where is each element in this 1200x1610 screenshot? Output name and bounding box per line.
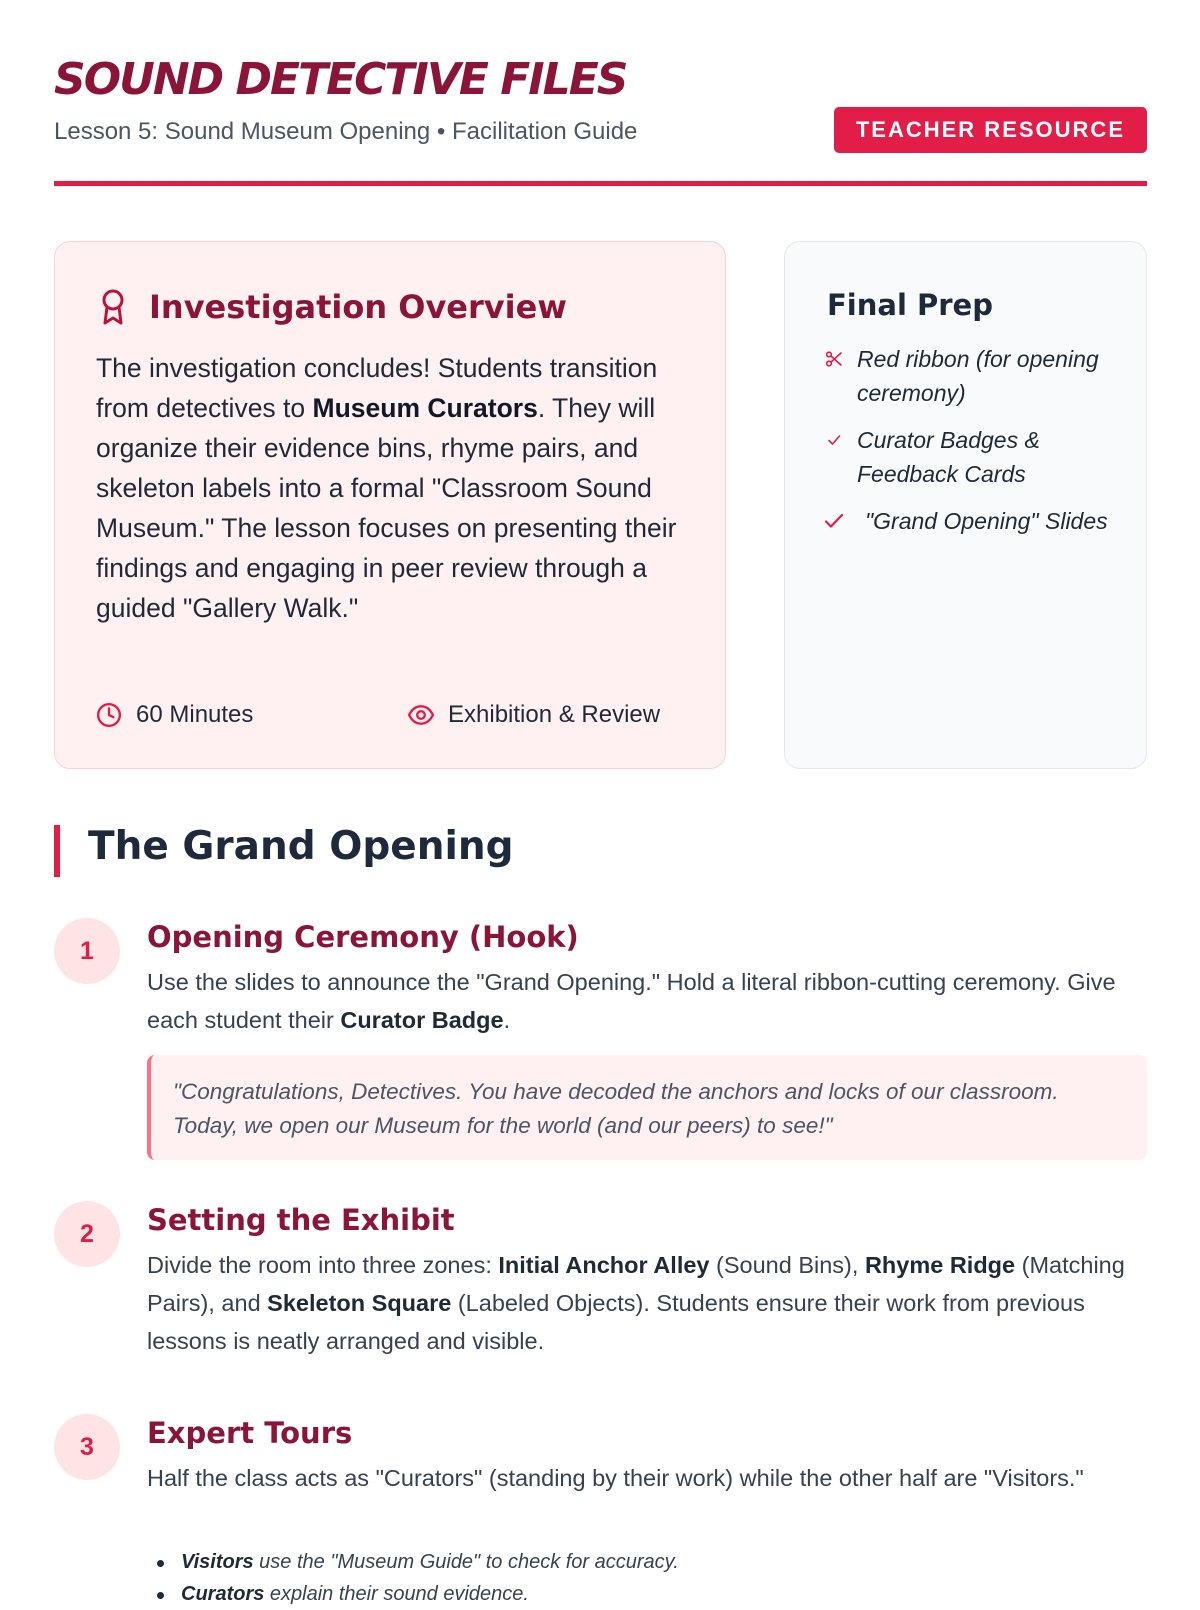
document-title: SOUND DETECTIVE FILES [54,54,627,105]
header-divider [54,181,1147,186]
step-description: Use the slides to announce the "Grand Opening." Hold a literal ribbon-cutting ceremony. Give each student their Curator Badge. [147,969,1116,1033]
activity-type-label: Exhibition & Review [448,701,661,728]
final-prep-card [784,241,1147,769]
step-number-badge: 2 [54,1201,120,1267]
check-icon [825,512,843,530]
step-number-badge: 1 [54,918,120,984]
prep-item-label: Curator Badges & Feedback Cards [857,427,1040,487]
step-description: Half the class acts as "Curators" (standing by their work) while the other half are "Visitors." [147,1465,1084,1491]
overview-bold-term: Museum Curators [312,393,538,423]
section-title: The Grand Opening [88,824,514,869]
prep-item [825,423,1125,491]
prep-title: Final Prep [827,288,993,322]
prep-item [825,342,1125,410]
check-icon [825,431,843,449]
step-title: Setting the Exhibit [147,1203,455,1237]
prep-item [825,504,1125,538]
prep-item-label: "Grand Opening" Slides [865,508,1108,534]
tour-roles-list [147,1546,1147,1610]
scissors-icon [825,350,843,368]
document-subtitle: Lesson 5: Sound Museum Opening • Facilitation Guide [54,118,638,145]
step-number-badge: 3 [54,1414,120,1480]
step-title: Opening Ceremony (Hook) [147,920,579,954]
eye-icon [408,702,434,728]
list-item: Curators explain their sound evidence. [147,1578,1147,1610]
clock-icon [96,702,122,728]
prep-item-label: Red ribbon (for opening ceremony) [857,346,1099,406]
overview-description: The investigation concludes! Students transition from detectives to Museum Curators. They will organize their evidence bins, rhyme pairs, and skeleton labels into a formal "Classroom Sound Museum." The lesson focuses on presenting their findings and engaging in peer review through a guided "Gallery Walk." [96,353,677,623]
step-title: Expert Tours [147,1416,353,1450]
award-ribbon-icon [99,288,127,326]
step-description: Divide the room into three zones: Initial Anchor Alley (Sound Bins), Rhyme Ridge (Matching Pairs), and Skeleton Square (Labeled Objects). Students ensure their work from previous lessons is neatly arranged and visible. [147,1252,1125,1354]
list-item: Visitors use the "Museum Guide" to check for accuracy. [147,1546,1147,1578]
activity-type-meta [408,700,660,730]
overview-title: Investigation Overview [149,288,567,326]
quote-text: "Congratulations, Detectives. You have decoded the anchors and locks of our classroom. Today, we open our Museum for the world (and our peers) to see!" [173,1079,1059,1138]
investigation-overview-card [54,241,726,769]
duration-meta [96,700,253,730]
duration-label: 60 Minutes [136,701,254,728]
lesson-page [54,0,1147,1605]
section-accent-bar [54,825,60,877]
teacher-resource-badge: TEACHER RESOURCE [834,107,1147,153]
teacher-script-quote [147,1055,1147,1160]
